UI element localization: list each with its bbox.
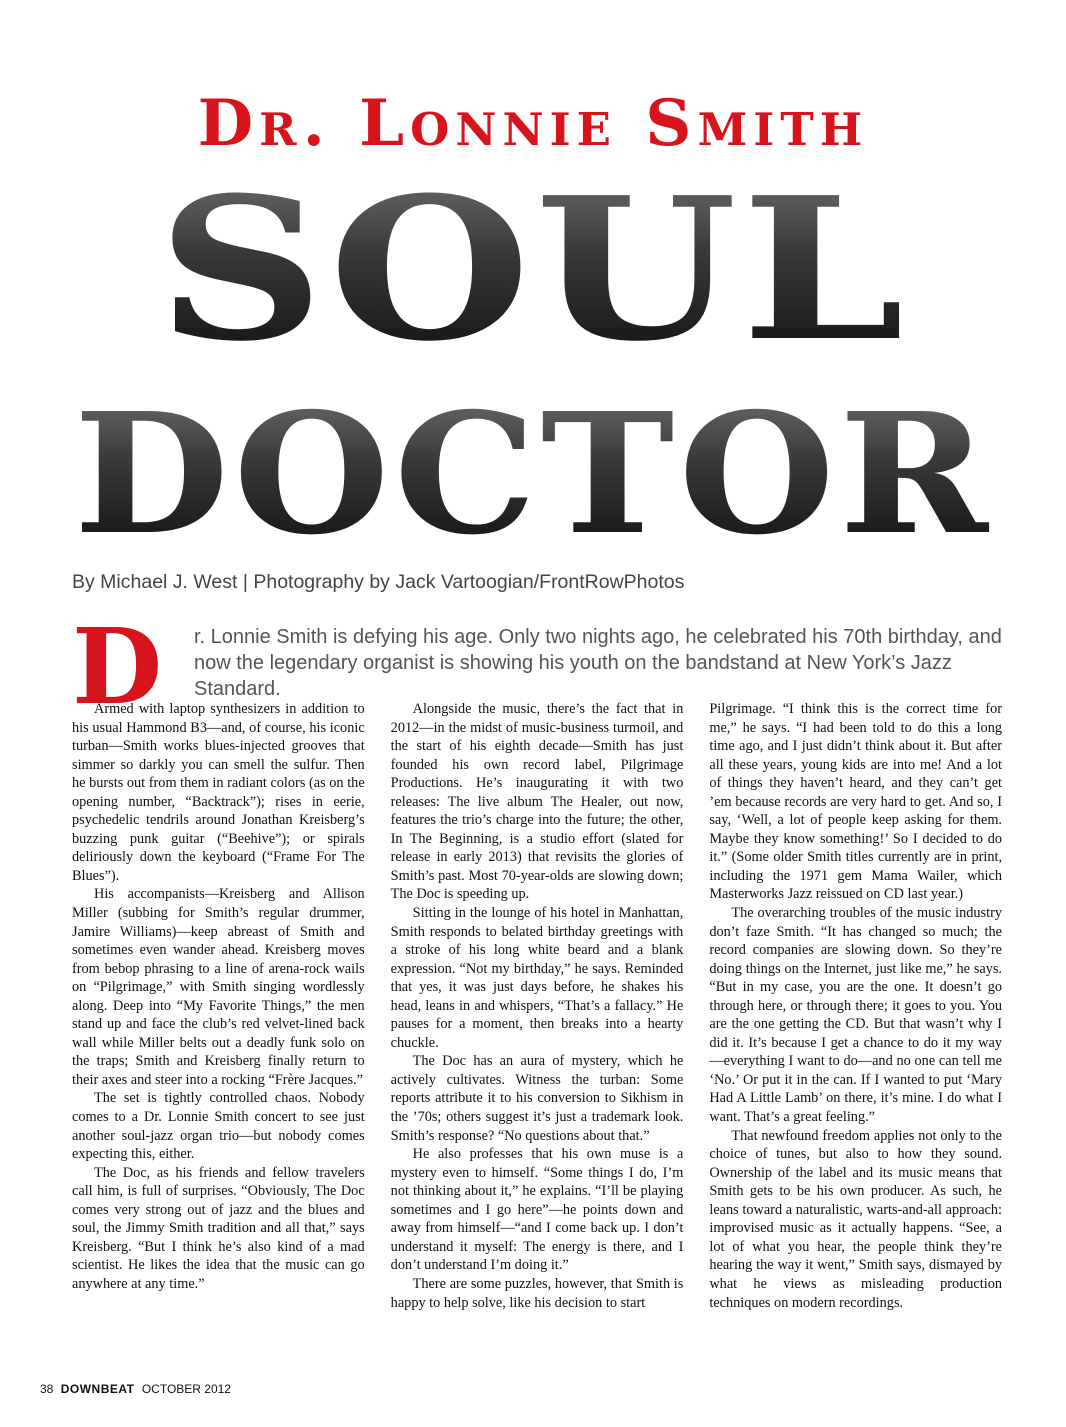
column-2: [391, 700, 684, 1330]
paragraph: There are some puzzles, however, that Smith is happy to help solve, like his decision to start: [390, 1275, 684, 1311]
byline: By Michael J. West | Photography by Jack Vartoogian/FrontRowPhotos: [72, 571, 685, 593]
paragraph: Armed with laptop synthesizers in addition to his usual Hammond B3—and, of course, his iconic turban—Smith works blues-injected grooves that simmer so darkly you can smell the sulfur. Then he bursts out from them in radiant colors (as on the opening number, “Backtrack”); rises in eerie, psychedelic tendrils around Jonathan Kreisberg’s buzzing punk guitar (“Beehive”); or spirals deliriously down the keyboard (“Frame For The Blues”).: [72, 701, 365, 884]
article-body: [72, 700, 1002, 1330]
headline-line-2: DOCTOR: [0, 392, 1066, 558]
paragraph: The set is tightly controlled chaos. Nobody comes to a Dr. Lonnie Smith concert to see just another soul-jazz organ trio—but nobody comes expecting this, either.: [72, 1090, 365, 1163]
page-footer: [40, 1382, 231, 1396]
intro-text: r. Lonnie Smith is defying his age. Only two nights ago, he celebrated his 70th birthday, and now the legendary organist is showing his youth on the bandstand at New York’s Jazz Standard.: [194, 626, 1002, 700]
paragraph: The overarching troubles of the music industry don’t faze Smith. “It has changed so much; the record companies are slowing down. So they’re doing things on the Internet, just like me,” he says. “But in my case, you are the one. It doesn’t go through here, or through there; it goes to you. You are the one getting the CD. But that wasn’t why I did it. It’s because I get a chance to do it my way—everything I want to do—and no one can tell me ‘No.’ Or put it in the can. If I wanted to put ‘Mary Had A Little Lamb’ on there, it’s mine. I do what I want. That’s a great feeling.”: [709, 905, 1003, 1126]
article-kicker: Dr. Lonnie Smith: [197, 86, 869, 161]
paragraph: The Doc has an aura of mystery, which he actively cultivates. Witness the turban: Some reports attribute it to his conversion to Sikhism in the ’70s; others suggest it’s just a trademark look. Smith’s response? “No questions about that.”: [390, 1053, 684, 1144]
paragraph: Sitting in the lounge of his hotel in Manhattan, Smith responds to belated birthday greetings with a stroke of his long white beard and a blank expression. “Not my birthday,” he says. Reminded that yes, it was just days before, he shakes his head, leans in and whispers, “That’s a fallacy.” He pauses for a moment, then breaks into a hearty chuckle.: [390, 905, 684, 1051]
issue-date: OCTOBER 2012: [141, 1382, 231, 1396]
paragraph: His accompanists—Kreisberg and Allison Miller (subbing for Smith’s regular drummer, Jamire Williams)—keep abreast of Smith and sometimes even wander ahead. Kreisberg moves from bebop phrasing to a line of arena-rock wails on “Pilgrimage,” with Smith singing wordlessly along. Deep into “My Favorite Things,” the men stand up and face the club’s red velvet-lined back wall while Miller belts out a deadly funk solo on the traps; Smith and Kreisberg finally return to their axes and steer into a rocking “Frère Jacques.”: [72, 886, 365, 1088]
paragraph: That newfound freedom applies not only to the choice of tunes, but also to how they sound. Ownership of the label and its music means that Smith gets to be his own producer. As such, he leans toward a naturalistic, warts-and-all approach: improvised music as it actually happens. “See, a lot of what you hear, the people think they’re hearing the way it went,” Smith says, dismayed by what he views as misleading production techniques on modern recordings.: [709, 1127, 1003, 1311]
magazine-name: DOWNBEAT: [60, 1382, 135, 1396]
column-1: [72, 700, 365, 1330]
column-3: [709, 700, 1002, 1330]
paragraph: The Doc, as his friends and fellow travelers call him, is full of surprises. “Obviously, The Doc comes very strong out of jazz and the blues and soul, the Jimmy Smith tradition and all that,” says Kreisberg. “But I think he’s also kind of a mad scientist. He likes the idea that the music can go anywhere at any time.”: [72, 1164, 365, 1292]
paragraph: Alongside the music, there’s the fact that in 2012—in the midst of music-business turmoil, and the start of his eighth decade—Smith has just founded his own record label, Pilgrimage Productions. He’s inaugurating it with two releases: The live album The Healer, out now, features the trio’s charge into the future; the other, In The Beginning, is a studio effort (slated for release in early 2013) that revisits the glories of Smith’s past. Most 70-year-olds are slowing down; The Doc is speeding up.: [390, 701, 684, 903]
paragraph: Pilgrimage. “I think this is the correct time for me,” he says. “I had been told to do this a long time ago, and I just didn’t think about it. But after all these years, young kids are into me! And a lot of things they haven’t heard, and they can’t get ’em because records are very hard to get. And so, I say, ‘Well, a lot of people keep asking for them. Maybe they know something!’ So I decided to do it.” (Some older Smith titles currently are in print, including the 1971 gem Mama Wailer, which Masterworks Jazz reissued on CD last year.): [709, 701, 1003, 903]
drop-cap: D: [72, 605, 163, 728]
page-number: 38: [40, 1382, 54, 1396]
headline-line-1: SOUL: [0, 172, 1066, 368]
paragraph: He also professes that his own muse is a mystery even to himself. “Some things I do, I’m not thinking about it,” he explains. “I’ll be playing sometimes and I go here”—he points down and away from himself—“and I come back up. I don’t understand it myself: The energy is there, and I don’t understand I’m doing it.”: [390, 1146, 684, 1274]
